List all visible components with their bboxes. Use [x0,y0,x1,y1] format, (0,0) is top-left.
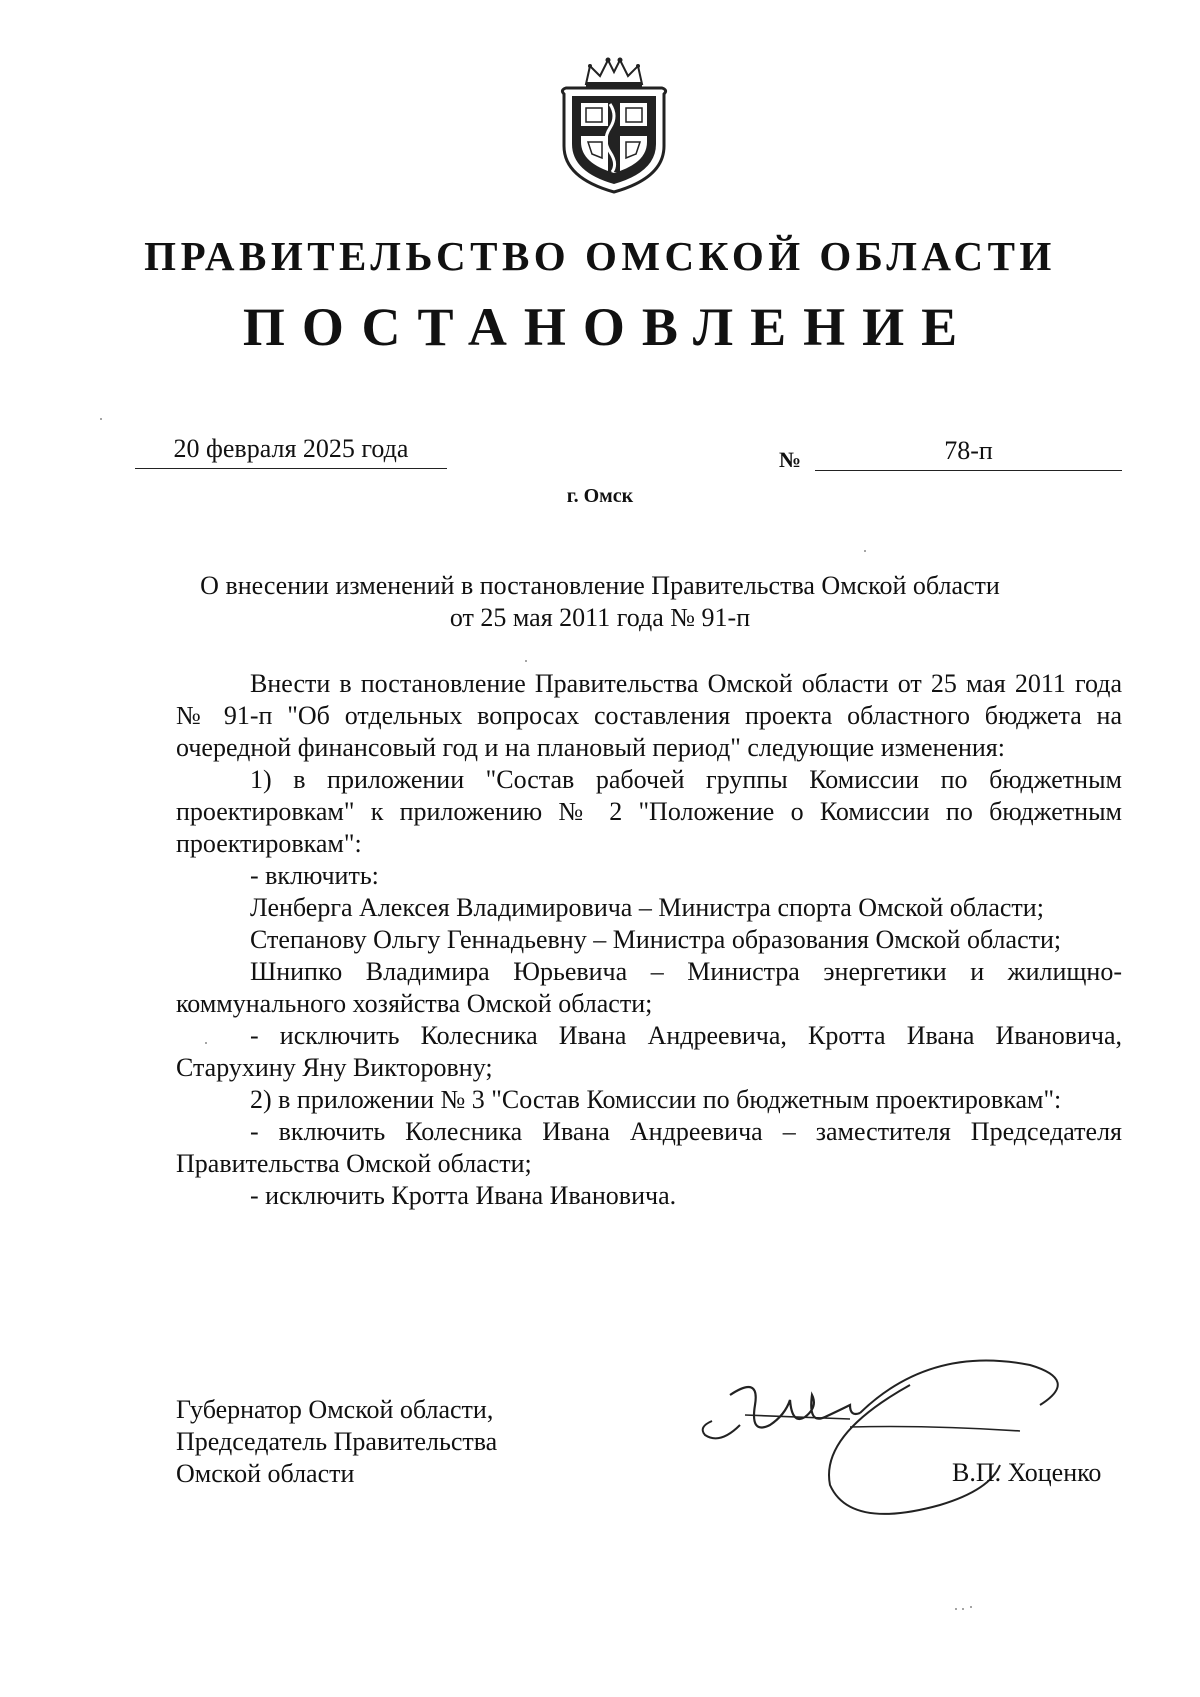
scan-speck [955,1608,957,1610]
signatory-name: В.П. Хоценко [952,1458,1102,1487]
position-line: Губернатор Омской области, [176,1395,494,1424]
subject-line: от 25 мая 2011 года № 91-п [449,603,751,632]
scan-speck [525,660,527,662]
body-paragraph: - включить Колесника Ивана Андреевича – заместителя Председателя Правительства Омской области; [176,1117,1122,1178]
document-type-title: ПОСТАНОВЛЕНИЕ [242,297,975,357]
document-number: 78-п [815,432,1122,471]
scan-speck [205,1042,207,1044]
number-sign: № [779,447,802,472]
handwritten-signature [700,1355,1090,1525]
signatory-position [176,1394,596,1490]
body-paragraph: - включить: [250,861,379,890]
body-paragraph: 1) в приложении "Состав рабочей группы Комиссии по бюджетным проектировкам" к приложению № 2 "Положение о Комиссии по бюджетным проектировкам": [176,765,1122,858]
scan-speck [100,418,102,420]
body-paragraph: - исключить Кротта Ивана Ивановича. [250,1181,677,1210]
body-paragraph: Ленберга Алексея Владимировича – Министра спорта Омской области; [250,893,1044,922]
government-title: ПРАВИТЕЛЬСТВО ОМСКОЙ ОБЛАСТИ [144,233,1056,279]
scan-speck [962,1608,964,1610]
document-body [176,668,1122,1212]
body-paragraph: Внести в постановление Правительства Омской области от 25 мая 2011 года № 91-п "Об отдельных вопросах составления проекта областного бюджета на очередной финансовый год и на плановый период" следующие изменения: [176,669,1122,762]
scan-speck [970,1606,972,1608]
body-paragraph: - исключить Колесника Ивана Андреевича, Кротта Ивана Ивановича, Старухину Яну Викторовну; [176,1021,1122,1082]
document-date: 20 февраля 2025 года [135,430,447,469]
subject-line: О внесении изменений в постановление Правительства Омской области [200,571,1000,600]
document-subject [140,570,1060,634]
position-line: Председатель Правительства [176,1427,498,1456]
position-line: Омской области [176,1459,355,1488]
body-paragraph: 2) в приложении № 3 "Состав Комиссии по бюджетным проектировкам": [250,1085,1062,1114]
body-paragraph: Степанову Ольгу Геннадьевну – Министра образования Омской области; [250,925,1062,954]
scan-speck [864,550,866,552]
coat-of-arms-emblem [556,54,672,194]
body-paragraph: Шнипко Владимира Юрьевича – Министра энергетики и жилищно-коммунального хозяйства Омской области; [176,957,1122,1018]
city-label: г. Омск [566,485,634,507]
